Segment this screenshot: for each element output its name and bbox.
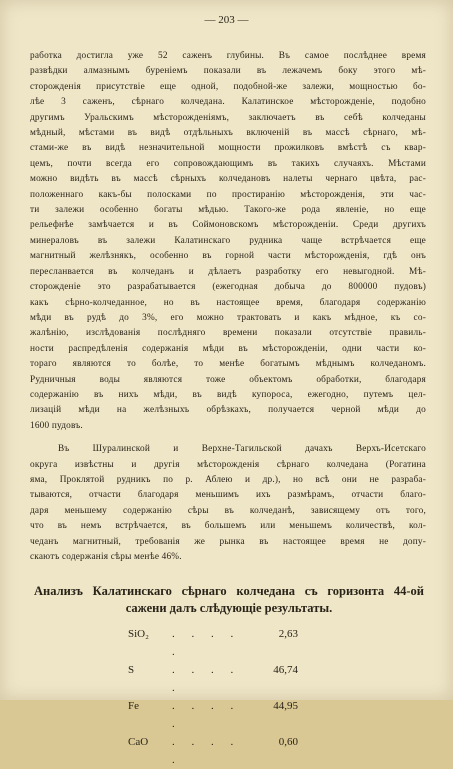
text-line: работка достигла уже 52 саженъ глубины. Въ самое послѣднее время xyxy=(30,51,426,61)
text-line: ти залежи особенно богаты мѣдью. Такого-же рода явленіе, но еще xyxy=(30,205,426,216)
analysis-row xyxy=(128,625,298,661)
text-line: цемъ, почти всегда его сопровождающимъ въ такихъ случаяхъ. Мѣстами xyxy=(30,158,426,169)
text-line: Рудничныя воды являются тоже объектомъ обработки, благодаря xyxy=(30,374,426,385)
text-line: яма, Проклятой рудникъ по р. Аблею и др.), но всѣ они не разраба- xyxy=(30,474,426,485)
text-line: развѣдки алмазнымъ буреніемъ показали въ лежачемъ боку этого мѣ- xyxy=(30,66,426,77)
text-line: стами-же въ видѣ незначительной мощности прожилковъ вмѣстѣ съ квар- xyxy=(30,143,426,154)
analysis-value: 44,95 xyxy=(273,700,298,712)
analysis-heading-line: сажени далъ слѣдующіе результаты. xyxy=(125,601,333,615)
text-line: тораго являются то болѣе, то менѣе богатымъ мѣднымъ колчеданомъ. xyxy=(30,359,426,370)
text-line: Въ Шуралинской и Верхне-Тагильской дачахъ Верхъ-Исетскаго xyxy=(58,444,426,455)
analysis-row xyxy=(128,733,298,769)
analysis-value: 0,60 xyxy=(278,736,298,748)
text-line: скаютъ содержанія сѣры менѣе 46%. xyxy=(30,552,182,562)
analysis-heading-line: Анализъ Калатинскаго сѣрнаго колчедана съ горизонта 44-ой xyxy=(34,584,424,598)
text-line: округа извѣстны и другія мѣсторожденія сѣрнаго колчедана (Рогатина xyxy=(30,459,426,470)
leader-dots: . . . . . xyxy=(172,700,241,730)
analysis-label: S xyxy=(128,664,135,676)
text-line: другимъ Уральскимъ мѣсторожденіямъ, заключаетъ въ себѣ колчеданы xyxy=(30,112,426,123)
text-line: жалѣнію, изслѣдованія послѣдняго времени показали отсутствіе правиль- xyxy=(30,328,426,339)
analysis-row xyxy=(128,661,298,697)
analysis-label: CaO xyxy=(128,736,149,748)
analysis-value: 46,74 xyxy=(273,664,298,676)
analysis-row xyxy=(128,697,298,733)
text-line: тываются, отчасти благодаря меньшимъ ихъ размѣрамъ, отчасти благо- xyxy=(30,490,426,501)
leader-dots: . . . . . xyxy=(172,628,241,658)
body-text xyxy=(30,49,426,565)
text-line: ности распредѣленія содержанія мѣди въ мѣсторожденіи, одни части ко- xyxy=(30,343,426,354)
text-line: магнитный желѣзнякъ, особенно въ горной части мѣсторожденія, гдѣ онъ xyxy=(30,251,426,262)
text-line: мѣди въ рудѣ до 3%, его можно трактовать и какъ мѣдное, къ со- xyxy=(30,312,426,323)
text-line: даря меньшему содержанію сѣры въ колчеданѣ, зависящему отъ того, xyxy=(30,505,426,516)
text-line: что въ немъ встрѣчается, въ большемъ или меньшемъ количествѣ, кол- xyxy=(30,521,426,532)
analysis-table xyxy=(128,625,298,769)
analysis-value: 2,63 xyxy=(278,628,298,640)
leader-dots: . . . . . xyxy=(172,664,241,694)
page-number: — 203 — xyxy=(204,14,249,26)
text-line: содержанію въ нихъ мѣди, въ видѣ купороса, ежегодно, путемъ цел- xyxy=(30,389,426,400)
text-line: лѣе 3 саженъ, сѣрнаго колчедана. Калатинское мѣсторожденіе, подобно xyxy=(30,97,426,108)
text-line: мѣдный, мѣстами въ видѣ отдѣльныхъ включеній въ массѣ сѣрнаго, мѣ- xyxy=(30,128,426,139)
text-line: можно видѣть въ массѣ сѣрныхъ колчедановъ налеты чернаго цвѣта, рас- xyxy=(30,174,426,185)
text-line: минераловъ въ залежи Калатинскаго рудника чаще встрѣчается еще xyxy=(30,235,426,246)
leader-dots: . . . . . xyxy=(172,736,241,766)
text-line: лизацій мѣди на желѣзныхъ обрѣзкахъ, получается черной мѣди до xyxy=(30,405,426,416)
analysis-label: Fe xyxy=(128,700,139,712)
paragraph-gap xyxy=(30,434,426,442)
text-line: 1600 пудовъ. xyxy=(30,420,83,431)
text-line: какъ сѣрно-колчеданное, но въ настоящее время, благодаря содержанію xyxy=(30,297,426,308)
text-line: сторожденіе это разрабатывается (ежегодная добыча до 800000 пудовъ) xyxy=(30,282,426,293)
text-line: рельефнѣе замѣчается и въ Соймоновскомъ мѣсторожденіи. Среди другихъ xyxy=(30,220,426,231)
text-line: чеданъ магнитный, требованія же рынка въ настоящее время не допу- xyxy=(30,536,426,547)
text-line: положеннаго какъ-бы полосками по простиранію мѣсторожденія, эти час- xyxy=(30,189,426,200)
text-line: пересланвается въ колчеданъ и дѣлаетъ разработку его невыгодной. Мѣ- xyxy=(30,266,426,277)
text-line: сторожденія присутствіе еще одной, подобной-же залежи, мощностью бо- xyxy=(30,81,426,92)
analysis-label: SiO₂ xyxy=(128,628,149,640)
analysis-heading xyxy=(34,583,424,617)
